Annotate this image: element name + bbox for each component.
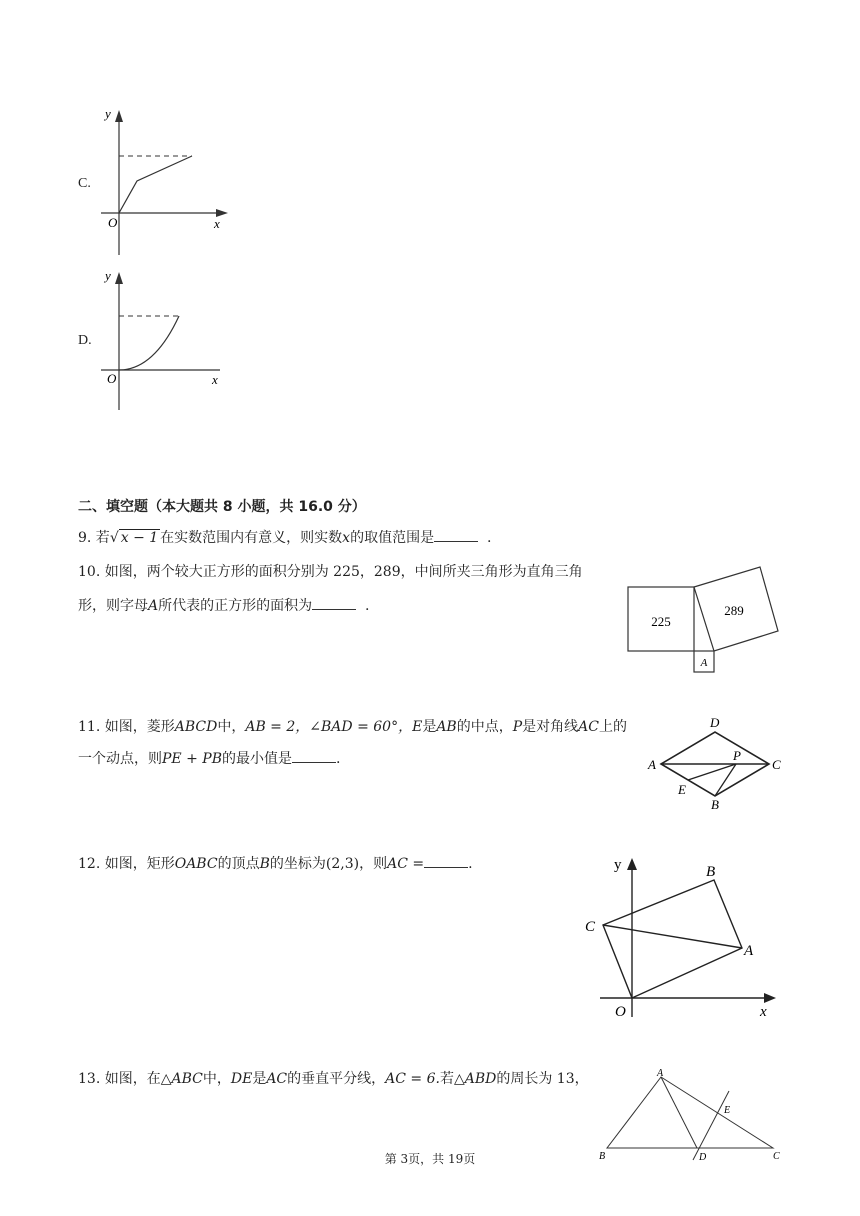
- y-axis-arrow: [115, 110, 123, 122]
- q9-end: .: [486, 530, 492, 546]
- q10-figure: [620, 560, 790, 680]
- label-e: E: [678, 782, 686, 797]
- label-b: B: [599, 1151, 606, 1162]
- x-axis-label: x: [214, 216, 220, 231]
- label-c: C: [773, 1151, 780, 1162]
- label-d: D: [699, 1152, 707, 1163]
- q13-g: 的垂直平分线，: [287, 1071, 386, 1087]
- rectangle-oabc: [603, 880, 742, 998]
- curve: [119, 316, 179, 370]
- segment-pb: [715, 764, 736, 796]
- label-a: A: [657, 1068, 664, 1079]
- q11-answer-blank[interactable]: [292, 748, 336, 763]
- q11-g: AB: [436, 719, 457, 735]
- label-e: E: [724, 1105, 731, 1116]
- y-label: y: [614, 857, 622, 873]
- q11-line2-c: 的最小值是: [221, 751, 292, 767]
- piecewise-line: [119, 156, 192, 213]
- q11-end: .: [335, 751, 341, 767]
- q11-figure: [640, 708, 790, 816]
- q13-d: DE: [230, 1071, 253, 1087]
- question-9: 9. 若√ x − 1 在实数范围内有意义，则实数x的取值范围是 .: [78, 527, 491, 549]
- question-12: [78, 853, 473, 875]
- q13-h: AC = 6.: [385, 1071, 440, 1087]
- q11-f: 是: [422, 719, 437, 735]
- q12-a: 12. 如图，矩形: [78, 856, 175, 872]
- origin-label: O: [108, 215, 118, 230]
- diagonal-ac: [603, 925, 742, 948]
- q10-var: A: [148, 598, 159, 614]
- q11-j: 是对角线: [522, 719, 579, 735]
- origin-label: O: [107, 371, 117, 386]
- q10-line2: [78, 595, 369, 617]
- q10-end: .: [365, 598, 370, 614]
- q12-answer-blank[interactable]: [424, 853, 468, 868]
- q10-line2-b: 所代表的正方形的面积为: [158, 598, 313, 614]
- small-square-label: A: [700, 657, 708, 669]
- q12-figure: [580, 852, 785, 1027]
- option-c-label: C.: [78, 176, 91, 191]
- q12-b: OABC: [174, 856, 218, 872]
- option-d-label: D.: [78, 333, 92, 348]
- q9-num: 9. 若: [78, 530, 110, 546]
- o-label: O: [615, 1004, 626, 1020]
- q10-line2-a: 形，则字母: [78, 598, 148, 614]
- q11-k: AC: [578, 719, 599, 735]
- q11-h: 的中点，: [456, 719, 513, 735]
- q13-k: 的周长为 13，: [496, 1071, 589, 1087]
- q10-line1: 10. 如图，两个较大正方形的面积分别为 225，289，中间所夹三角形为直角三角: [78, 564, 583, 580]
- q13-c: 中，: [202, 1071, 231, 1087]
- x-axis-arrow: [764, 993, 776, 1003]
- q9-answer-blank[interactable]: [434, 527, 478, 542]
- y-axis-label: y: [105, 268, 111, 283]
- q13-a: 13. 如图，在△: [78, 1071, 172, 1087]
- c-label: C: [585, 919, 596, 935]
- triangle-abc: [607, 1077, 773, 1148]
- q11-a: 11. 如图，菱形: [78, 719, 175, 735]
- section-title: 二、填空题（本大题共 8 小题，共 16.0 分）: [78, 499, 366, 515]
- y-axis-arrow: [627, 858, 637, 870]
- q11-l: 上的: [598, 719, 627, 735]
- q10-answer-blank[interactable]: [312, 595, 356, 610]
- label-c: C: [772, 757, 781, 772]
- q12-d: B: [259, 856, 270, 872]
- q13-j: ABD: [464, 1071, 497, 1087]
- option-d-graph: [96, 262, 236, 417]
- q12-f: AC =: [387, 856, 425, 872]
- page-footer: 第 3页，共 19页: [384, 1152, 476, 1166]
- question-13: [78, 1068, 589, 1090]
- label-d: D: [710, 715, 720, 730]
- label-p: P: [733, 748, 741, 763]
- q11-line2-a: 一个动点，则: [78, 751, 162, 767]
- label-a: A: [648, 757, 656, 772]
- right-square-label: 289: [724, 603, 744, 618]
- q11-b: ABCD: [174, 719, 218, 735]
- x-label: x: [760, 1004, 767, 1020]
- q12-end: .: [468, 856, 473, 872]
- q11-line2-b: PE + PB: [162, 751, 222, 767]
- q11-i: P: [512, 719, 523, 735]
- a-label: A: [744, 943, 754, 959]
- left-square-label: 225: [651, 614, 671, 629]
- q9-radicand: x − 1: [120, 530, 159, 546]
- segment-ad: [661, 1077, 697, 1148]
- q13-b: ABC: [171, 1071, 203, 1087]
- x-axis-label: x: [212, 372, 218, 387]
- y-axis-arrow: [115, 272, 123, 284]
- q11-d: AB = 2，∠BAD = 60°，: [245, 719, 413, 735]
- label-b: B: [711, 797, 719, 812]
- q12-e: 的坐标为(2,3)，则: [269, 856, 388, 872]
- b-label: B: [706, 864, 716, 880]
- y-axis-label: y: [105, 106, 111, 121]
- segment-pe: [688, 764, 736, 780]
- q9-text-b: 的取值范围是: [350, 530, 435, 546]
- q11-e: E: [412, 719, 423, 735]
- q9-text-a: 在实数范围内有意义，则实数: [160, 530, 343, 546]
- q9-var: x: [342, 530, 351, 546]
- q13-f: AC: [266, 1071, 288, 1087]
- q13-i: 若△: [439, 1071, 465, 1087]
- q11-line2: [78, 748, 340, 770]
- q13-e: 是: [252, 1071, 267, 1087]
- q11-line1: [78, 716, 627, 738]
- q12-c: 的顶点: [217, 856, 260, 872]
- q11-c: 中，: [217, 719, 246, 735]
- option-c-graph: [96, 100, 236, 260]
